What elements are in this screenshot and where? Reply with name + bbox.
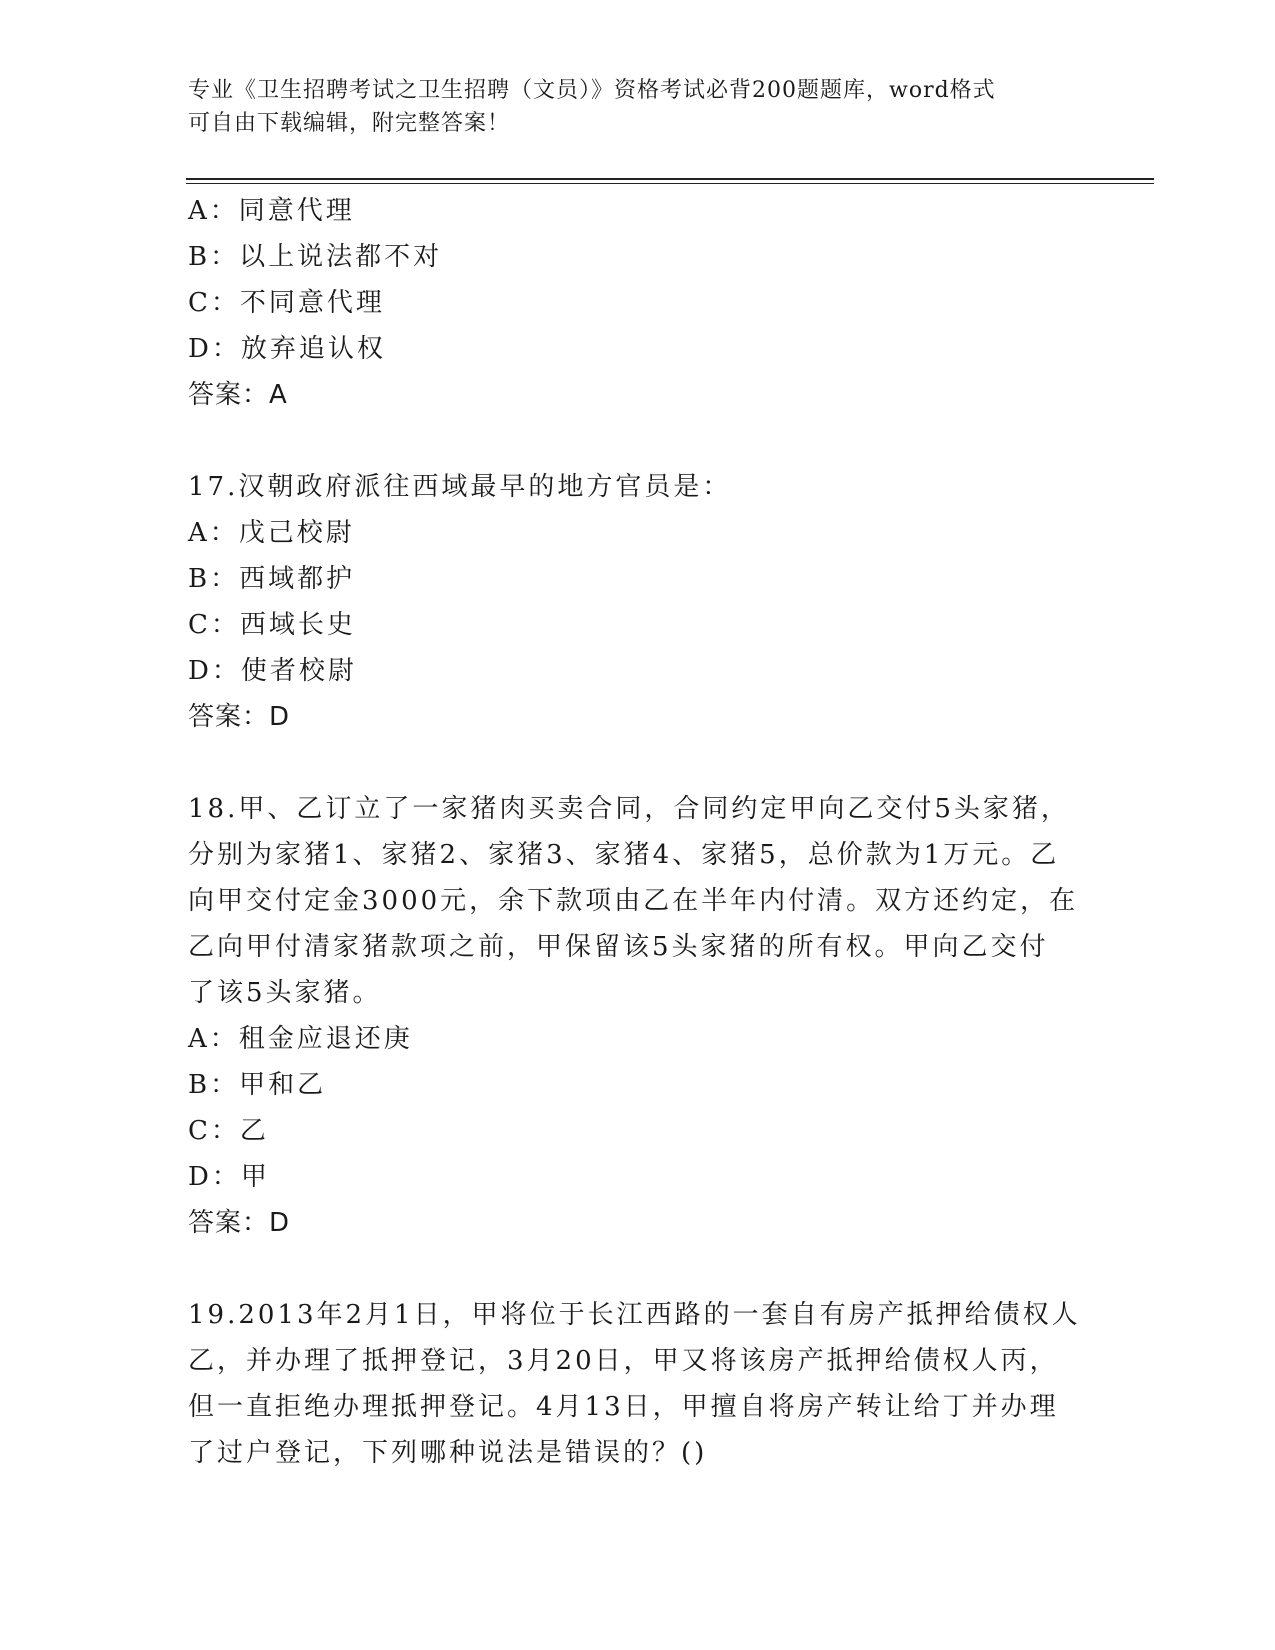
spacer <box>188 740 1088 786</box>
option-b: B：以上说法都不对 <box>188 242 443 272</box>
option-c: C：不同意代理 <box>188 288 385 318</box>
question-text-line: 乙，并办理了抵押登记，3月20日，甲又将该房产抵押给债权人丙， <box>188 1346 1059 1376</box>
question-text-line: 18.甲、乙订立了一家猪肉买卖合同，合同约定甲向乙交付5头家猪， <box>188 794 1070 824</box>
question-block-17 <box>188 464 1088 740</box>
spacer <box>188 1246 1088 1292</box>
question-block-18 <box>188 786 1088 1246</box>
header-divider-thin <box>186 183 1154 184</box>
question-text-line: 乙向甲付清家猪款项之前，甲保留该5头家猪的所有权。甲向乙交付 <box>188 932 1049 962</box>
question-block-19 <box>188 1292 1088 1476</box>
header-divider-thick <box>186 178 1154 180</box>
answer-line: 答案：D <box>188 1208 291 1238</box>
document-header <box>188 74 1068 140</box>
option-a: A：租金应退还庚 <box>188 1024 413 1054</box>
header-line-2: 可自由下载编辑，附完整答案！ <box>188 111 511 136</box>
question-text-line: 但一直拒绝办理抵押登记。4月13日，甲擅自将房产转让给丁并办理 <box>188 1392 1059 1422</box>
question-text-line: 分别为家猪1、家猪2、家猪3、家猪4、家猪5，总价款为1万元。乙 <box>188 840 1060 870</box>
question-block-16 <box>188 188 1088 418</box>
option-a: A：同意代理 <box>188 196 355 226</box>
question-text-line: 了该5头家猪。 <box>188 978 382 1008</box>
option-d: D：使者校尉 <box>188 656 357 686</box>
answer-line: 答案：D <box>188 702 291 732</box>
option-c: C：西域长史 <box>188 610 356 640</box>
option-c: C：乙 <box>188 1116 269 1146</box>
option-d: D：放弃追认权 <box>188 334 386 364</box>
question-text-line: 了过户登记，下列哪种说法是错误的？() <box>188 1438 708 1468</box>
option-d: D：甲 <box>188 1162 270 1192</box>
question-text-line: 向甲交付定金3000元，余下款项由乙在半年内付清。双方还约定，在 <box>188 886 1079 916</box>
option-a: A：戊己校尉 <box>188 518 355 548</box>
header-line-1: 专业《卫生招聘考试之卫生招聘（文员）》资格考试必背200题题库，word格式 <box>188 78 996 103</box>
question-list <box>188 188 1088 1476</box>
question-text: 17.汉朝政府派往西域最早的地方官员是： <box>188 472 732 502</box>
answer-line: 答案：A <box>188 380 288 410</box>
option-b: B：西域都护 <box>188 564 356 594</box>
question-text-line: 19.2013年2月1日，甲将位于长江西路的一套自有房产抵押给债权人 <box>188 1300 1081 1330</box>
spacer <box>188 418 1088 464</box>
option-b: B：甲和乙 <box>188 1070 327 1100</box>
